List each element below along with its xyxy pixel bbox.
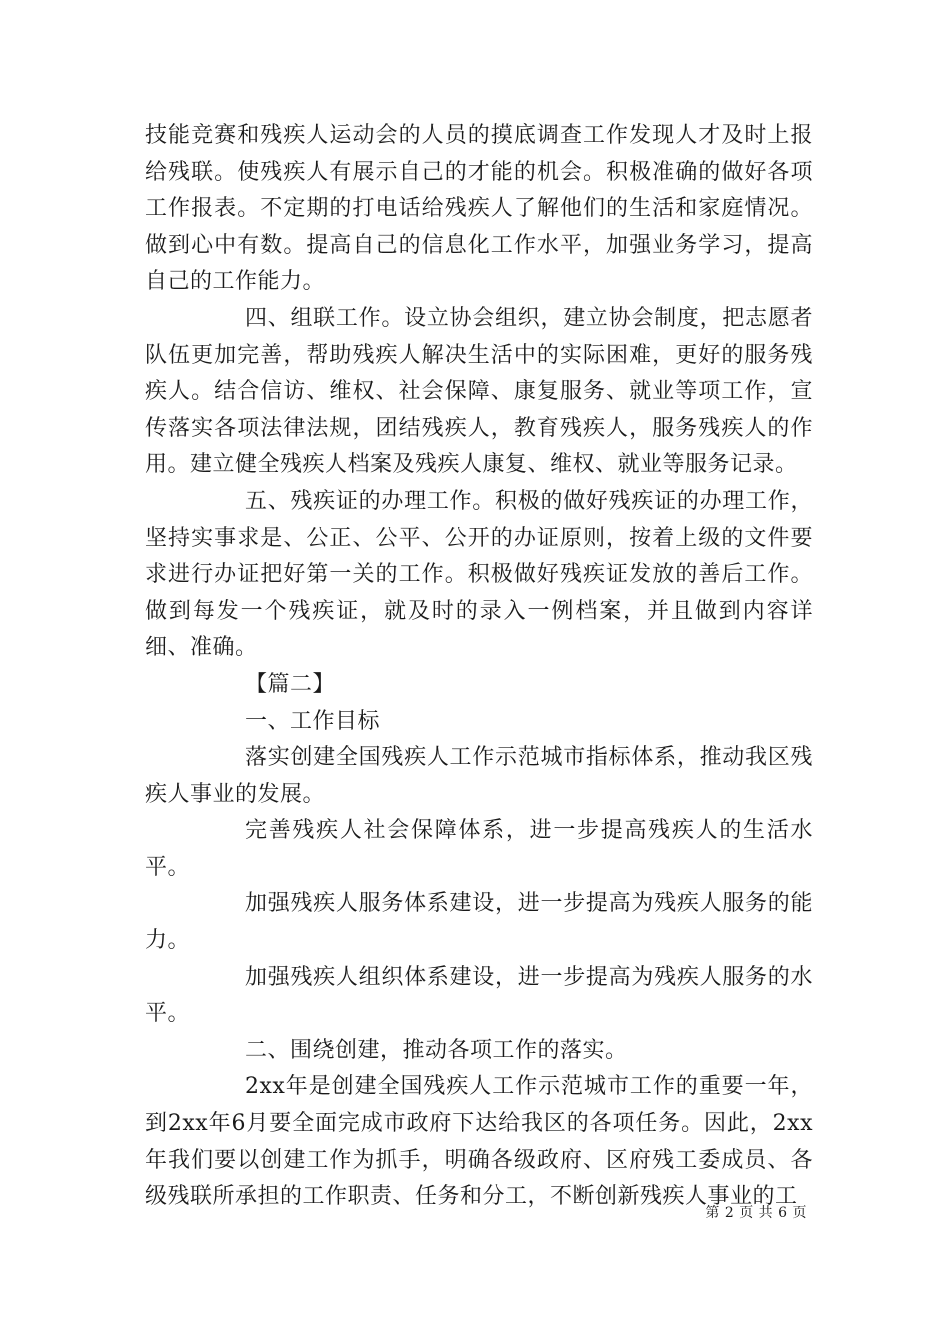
paragraph-goal-1: 落实创建全国残疾人工作示范城市指标体系，推动我区残疾人事业的发展。 xyxy=(145,745,813,807)
paragraph-section-four: 四、组联工作。设立协会组织，建立协会制度，把志愿者队伍更加完善，帮助残疾人解决生活中的实际困难，更好的服务残疾人。结合信访、维权、社会保障、康复服务、就业等项工作，宣传落实各项法律法规，团结残疾人，教育残疾人，服务残疾人的作用。建立健全残疾人档案及残疾人康复、维权、就业等服务记录。 xyxy=(145,305,813,478)
paragraph-section-five: 五、残疾证的办理工作。积极的做好残疾证的办理工作，坚持实事求是、公正、公平、公开的办证原则，按着上级的文件要求进行办证把好第一关的工作。积极做好残疾证发放的善后工作。做到每发一个残疾证，就及时的录入一例档案，并且做到内容详细、准确。 xyxy=(145,488,813,661)
paragraph-implementation: 2xx年是创建全国残疾人工作示范城市工作的重要一年，到2xx年6月要全面完成市政府下达给我区的各项任务。因此，2xx年我们要以创建工作为抓手，明确各级政府、区府残工委成员、各级残联所承担的工作职责、任务和分工，不断创新残疾人事业的工 xyxy=(145,1074,813,1210)
paragraph-goal-2: 完善残疾人社会保障体系，进一步提高残疾人的生活水平。 xyxy=(145,818,813,880)
paragraph-goal-4: 加强残疾人组织体系建设，进一步提高为残疾人服务的水平。 xyxy=(145,964,813,1027)
page-number: 第 2 页 共 6 页 xyxy=(705,1205,807,1221)
section-heading-implementation: 二、围绕创建，推动各项工作的落实。 xyxy=(245,1037,628,1063)
paragraph-goal-3: 加强残疾人服务体系建设，进一步提高为残疾人服务的能力。 xyxy=(145,891,813,954)
section-heading-goals: 一、工作目标 xyxy=(245,708,381,734)
chapter-heading: 【篇二】 xyxy=(245,671,336,697)
paragraph-continuation: 技能竞赛和残疾人运动会的人员的摸底调查工作发现人才及时上报给残联。使残疾人有展示自己的才能的机会。积极准确的做好各项工作报表。不定期的打电话给残疾人了解他们的生活和家庭情况。做到心中有数。提高自己的信息化工作水平，加强业务学习，提高自己的工作能力。 xyxy=(145,123,813,295)
document-body xyxy=(145,118,813,1216)
